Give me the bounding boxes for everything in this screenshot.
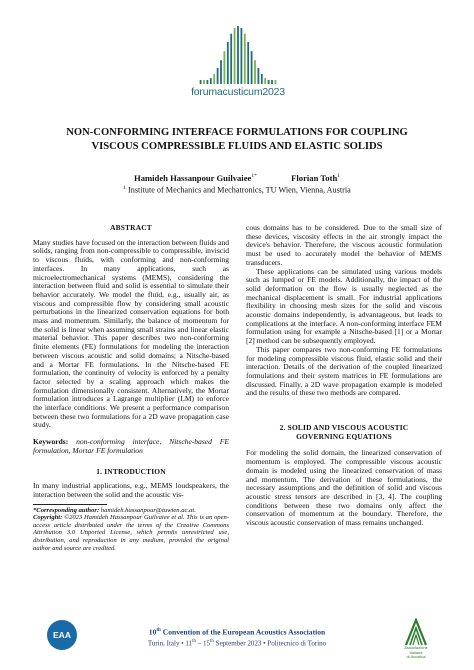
title-line-1: NON-CONFORMING INTERFACE FORMULATIONS FOR COUPLING	[66, 127, 408, 138]
affiliation-text: Institute of Mechanics and Mechatronics, TU Wien, Vienna, Austria	[128, 185, 351, 195]
aia-line: Italiana	[409, 649, 423, 655]
convention-line	[80, 626, 394, 638]
corresponding-email: hamideh.hassanpour@tuwien.ac.at.	[100, 506, 196, 514]
logo-bar	[254, 60, 256, 84]
right-column	[246, 224, 442, 528]
aia-line: di Acustica	[406, 654, 426, 660]
logo-bar	[217, 68, 219, 84]
affiliation	[30, 183, 444, 196]
section2-text: For modeling the solid domain, the linearized conservation of momentum is employed. The compressible viscous acoustic domain is modeled using the linearized conservation of mass and momentum. The derivation of these formulations, the necessary assumptions and the definition of solid and viscous acoustic stress tensors are described in [3, 4]. The coupling conditions between these two domains only affect the conservation of momentum at the boundary. Therefore, the viscous acoustic conservation of mass remains unchanged.	[246, 448, 442, 528]
logo-bar	[230, 34, 232, 84]
logo-bar	[227, 42, 229, 84]
intro-text-right-2: These applications can be simulated using various models such as lumped or FE models. Additionally, the impact of the solid deformation on the flow is usually neglected as the mechanical displacement is small. For industrial applications flexibility in choosing mesh sizes for the solid and viscous acoustic domains independently, is advantageous, but leads to complications at the interface. A non-conforming interface FEM formulation using for example a Nitsche-based [1] or a Mortar [2] method can be subsequently employed.	[246, 266, 442, 346]
keywords-label: Keywords:	[33, 437, 69, 447]
logo-bar	[241, 28, 243, 84]
logo-text: forumacusticum2023	[191, 86, 285, 98]
footnote-corresponding	[33, 507, 229, 515]
author-name: Florian Toth	[291, 172, 338, 183]
logo-bar	[244, 34, 246, 84]
logo-bar	[203, 80, 205, 84]
convention-text: Convention of the European Acoustics Association	[162, 627, 326, 637]
section2-heading-line-1: 2. SOLID AND VISCOUS ACOUSTIC	[279, 423, 409, 433]
logo-bar	[237, 26, 239, 84]
logo-bar	[200, 80, 202, 84]
convention-number: 10	[148, 627, 157, 637]
copyright-text: ©2023 Hamideh Hassanpour Guilvaiee et al. This is an open-access article distributed under the terms of the Creative Commons Attribution 3.0 Unported License, which permits unrestricted use, distribution, and reproduction in any medium, provided the original author and source are credited.	[33, 514, 230, 552]
aia-text	[398, 646, 434, 660]
abstract-heading: ABSTRACT	[110, 223, 152, 232]
venue-sup-2: th	[210, 639, 214, 644]
logo-bar	[271, 80, 273, 84]
corresponding-label: *Corresponding author:	[33, 506, 100, 514]
logo-bar	[268, 80, 270, 84]
paper-title	[30, 126, 444, 154]
footnote-rule	[33, 504, 107, 505]
intro-text-right-3: This paper compares two non-conforming FE formulations for modeling compressible viscous fluid, elastic solid and their interaction. Details of the derivation of the coupled linearized formulations and their system matrices in FE formulations are discussed. Finally, a 2D wave propagation example is modeled and the results of these two methods are compared.	[246, 344, 442, 398]
logo-bar	[251, 51, 253, 84]
copyright-label: Copyright:	[33, 514, 63, 522]
aia-arch-icon	[398, 618, 434, 646]
intro-text-left: In many industrial applications, e.g., MEMS loudspeakers, the interaction between the solid and the acoustic vis-	[33, 481, 229, 499]
logo-bar	[275, 80, 277, 84]
convention-sup: th	[156, 628, 161, 633]
author-mark: 1	[337, 173, 340, 179]
keywords	[33, 438, 229, 455]
abstract-text: Many studies have focused on the interaction between fluids and solids, ranging from non-compressible to compressible, inviscid to viscous fluids, with conforming and non-conforming interfaces. In many applications, such as microelectromechanical systems (MEMS), considering the interaction between fluid and solid is essential to simulate their behavior accurately. We model the fluid, e.g., usually air, as viscous and compressible flow by considering small acoustic perturbations in the linearized conservation equations for both mass and momentum. Similarly, the balance of momentum for the solid is linear when assuming small strains and linear elastic material behavior. This paper describes two non-conforming finite elements (FE) formulations for modeling the interaction between viscous acoustic and solid domains; a Nitsche-based and a Mortar FE formulations. In the Nitsche-based FE formulation, the continuity of velocity is enforced by a penalty factor selected by a scaling approach which makes the formulation dimensionally consistent. Alternatively, the Mortar formulation introduces a Lagrange multiplier (LM) to enforce the interface conditions. We present a performance comparison between these two formulations for a 2D wave propagation case study.	[33, 237, 229, 430]
author-name: Hamideh Hassanpour Guilvaiee	[134, 172, 252, 183]
footnote-copyright	[33, 514, 229, 552]
affiliation-mark: 1	[123, 185, 126, 191]
eaa-logo: EAA	[47, 620, 77, 650]
section2-heading	[246, 424, 442, 441]
sound-bars-graphic	[180, 22, 296, 86]
left-column	[33, 224, 229, 552]
conference-logo	[180, 22, 296, 104]
venue-line	[80, 637, 394, 648]
logo-bar	[224, 51, 226, 84]
title-line-2: VISCOUS COMPRESSIBLE FLUIDS AND ELASTIC SOLIDS	[91, 141, 383, 152]
intro-heading: 1. INTRODUCTION	[96, 466, 166, 476]
author-mark: 1*	[251, 173, 257, 179]
page-footer	[0, 612, 474, 664]
section2-heading-line-2: GOVERNING EQUATIONS	[296, 431, 392, 441]
logo-bar	[234, 28, 236, 84]
keywords-text: non-conforming interface, Nitsche-based FE formulation, Mortar FE formulation	[33, 437, 230, 455]
venue-part-a: Turin, Italy • 11	[147, 639, 193, 648]
logo-bar	[261, 74, 263, 84]
logo-bar	[258, 68, 260, 84]
aia-logo	[398, 618, 434, 662]
author-list	[30, 171, 444, 184]
intro-text-right-1: cous domains has to be considered. Due to the small size of these devices, viscosity effects in the air strongly impact the device's behavior. Therefore, the viscous acoustic formulation must be used to accurately model the behavior of MEMS transducers.	[246, 223, 442, 267]
logo-bar	[210, 78, 212, 84]
venue-part-b: – 15	[197, 639, 211, 648]
venue-part-c: September 2023 • Politecnico di Torino	[215, 639, 327, 648]
logo-bar	[220, 60, 222, 84]
venue-sup-1: th	[192, 639, 197, 644]
aia-line: Associazione	[404, 645, 428, 650]
logo-bar	[207, 80, 209, 84]
logo-bar	[213, 74, 215, 84]
logo-bar	[264, 78, 266, 84]
logo-bar	[247, 42, 249, 84]
